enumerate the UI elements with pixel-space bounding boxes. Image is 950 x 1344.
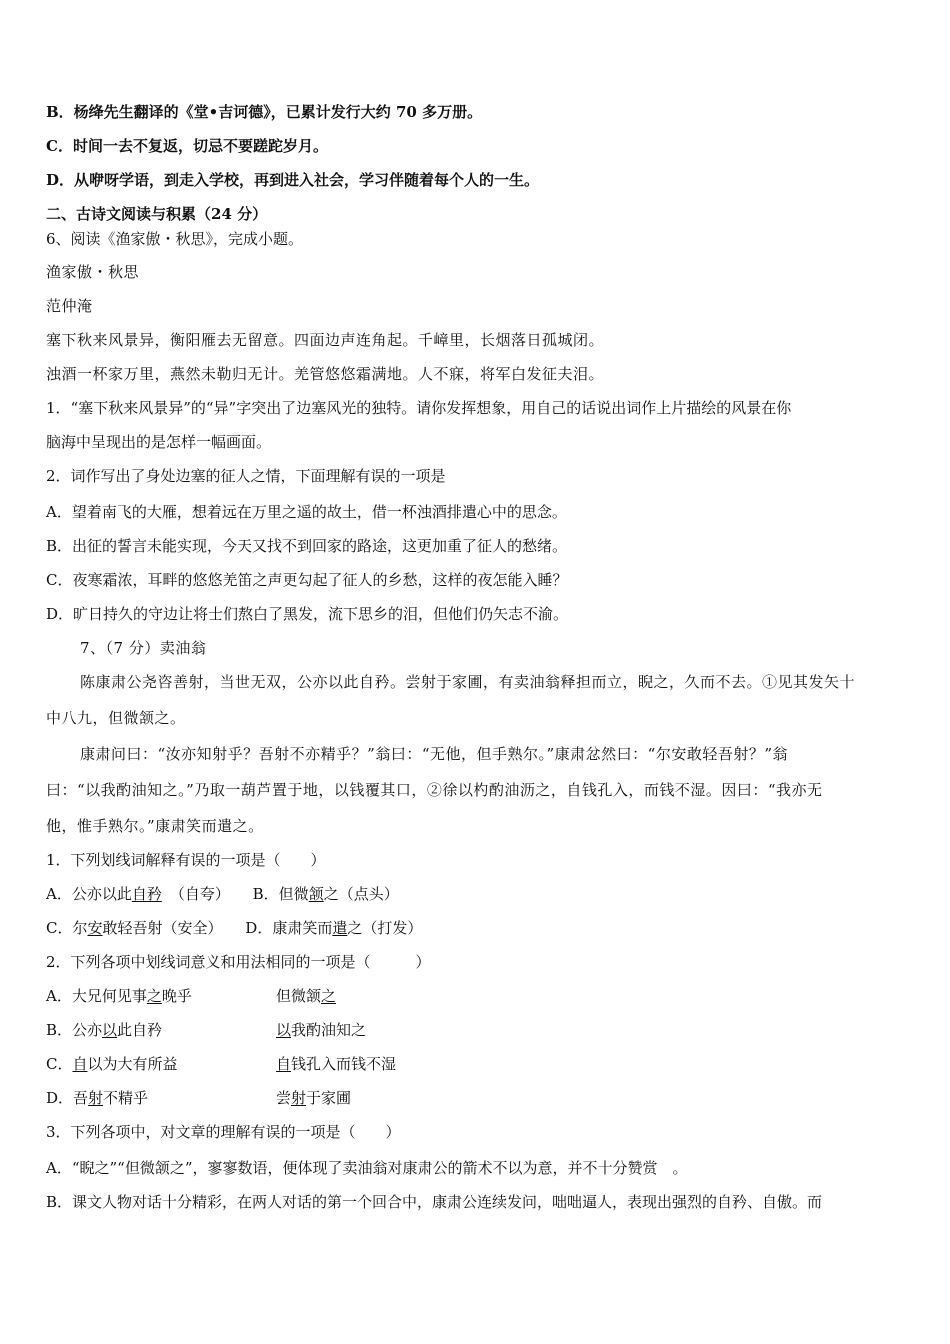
underlined-word: 安 [87,919,103,937]
question-6-prompt: 6、阅读《渔家傲・秋思》，完成小题。 [46,230,304,248]
q7-sub1-options-cd: C．尔安敢轻吾射（安全） D．康肃笑而遣之（打发） [46,919,423,937]
passage-p2-line1: 康肃问曰：“汝亦知射乎？吾射不亦精乎？”翁曰：“无他，但手熟尔。”康肃忿然曰：“尔安敢轻吾射？”翁 [80,745,789,763]
q6-sub1-line2: 脑海中呈现出的是怎样一幅画面。 [46,433,272,451]
q7-sub2-option-b: B．公亦以此自矜 以我酌油知之 [46,1021,367,1039]
q7-sub2-option-a: A．大兄何见事之晚乎 但微颔之 [46,987,337,1005]
passage-p1-line2: 中八九，但微颔之。 [46,709,186,727]
option-c-prev: C．时间一去不复返，切忌不要蹉跎岁月。 [46,137,328,155]
passage-p2-line2: 曰：“以我酌油知之。”乃取一葫芦置于地，以钱覆其口，②徐以杓酌油沥之，自钱孔入，而钱不湿。因曰：“我亦无 [46,781,823,799]
poem-title: 渔家傲・秋思 [46,263,140,281]
passage-p2-line3: 他，惟手熟尔。”康肃笑而遣之。 [46,817,264,835]
q7-sub3-option-b: B．课文人物对话十分精彩，在两人对话的第一个回合中，康肃公连续发问，咄咄逼人，表现出强烈的自矜、自傲。而 [46,1193,823,1211]
q6-sub2: 2．词作写出了身处边塞的征人之情，下面理解有误的一项是 [46,467,446,485]
q7-sub1: 1．下列划线词解释有误的一项是（ ） [46,851,326,869]
q7-sub3: 3．下列各项中，对文章的理解有误的一项是（ ） [46,1123,401,1141]
section-heading: 二、古诗文阅读与积累（24 分） [46,205,268,223]
q7-sub1-options-ab: A．公亦以此自矜 （自夸） B．但微颔之（点头） [46,885,399,903]
q6-option-d: D．旷日持久的守边让将士们熬白了黑发，流下思乡的泪，但他们仍矢志不渝。 [46,605,569,623]
q7-sub3-option-a: A．“睨之”“但微颔之”，寥寥数语，便体现了卖油翁对康肃公的箭术不以为意，并不十分赞赏 。 [46,1159,688,1177]
q6-option-c: C．夜寒霜浓，耳畔的悠悠羌笛之声更勾起了征人的乡愁，这样的夜怎能入睡？ [46,571,568,589]
q6-option-b: B．出征的誓言未能实现，今天又找不到回家的路途，这更加重了征人的愁绪。 [46,537,568,555]
underlined-word: 自矜 [131,885,162,903]
poem-line-1: 塞下秋来风景异，衡阳雁去无留意。四面边声连角起。千嶂里，长烟落日孤城闭。 [46,331,605,349]
q7-sub2-option-c: C．自以为大有所益 自钱孔入而钱不湿 [46,1055,397,1073]
poem-line-2: 浊酒一杯家万里，燕然未勒归无计。羌管悠悠霜满地。人不寐，将军白发征夫泪。 [46,365,605,383]
underlined-word: 颔 [308,885,324,903]
q6-sub1-line1: 1．“塞下秋来风景异”的“异”字突出了边塞风光的独特。请你发挥想象，用自己的话说出词作上片描绘的风景在你 [46,399,792,417]
q7-sub2-option-d: D．吾射不精乎 尝射于家圃 [46,1089,352,1107]
poem-author: 范仲淹 [46,297,93,315]
passage-p1-line1: 陈康肃公尧咨善射，当世无双，公亦以此自矜。尝射于家圃，有卖油翁释担而立，睨之，久而不去。①见其发矢十 [80,673,856,691]
q6-option-a: A．望着南飞的大雁，想着远在万里之遥的故土，借一杯浊酒排遣心中的思念。 [46,503,567,521]
q7-sub2: 2．下列各项中划线词意义和用法相同的一项是（ ） [46,953,431,971]
question-7-title: 7、（7 分）卖油翁 [80,639,207,657]
underlined-word: 遣 [332,919,348,937]
option-d-prev: D．从咿呀学语，到走入学校，再到进入社会，学习伴随着每个人的一生。 [46,171,540,189]
option-b-prev: B．杨绛先生翻译的《堂•吉诃德》，已累计发行大约 70 多万册。 [46,103,483,121]
